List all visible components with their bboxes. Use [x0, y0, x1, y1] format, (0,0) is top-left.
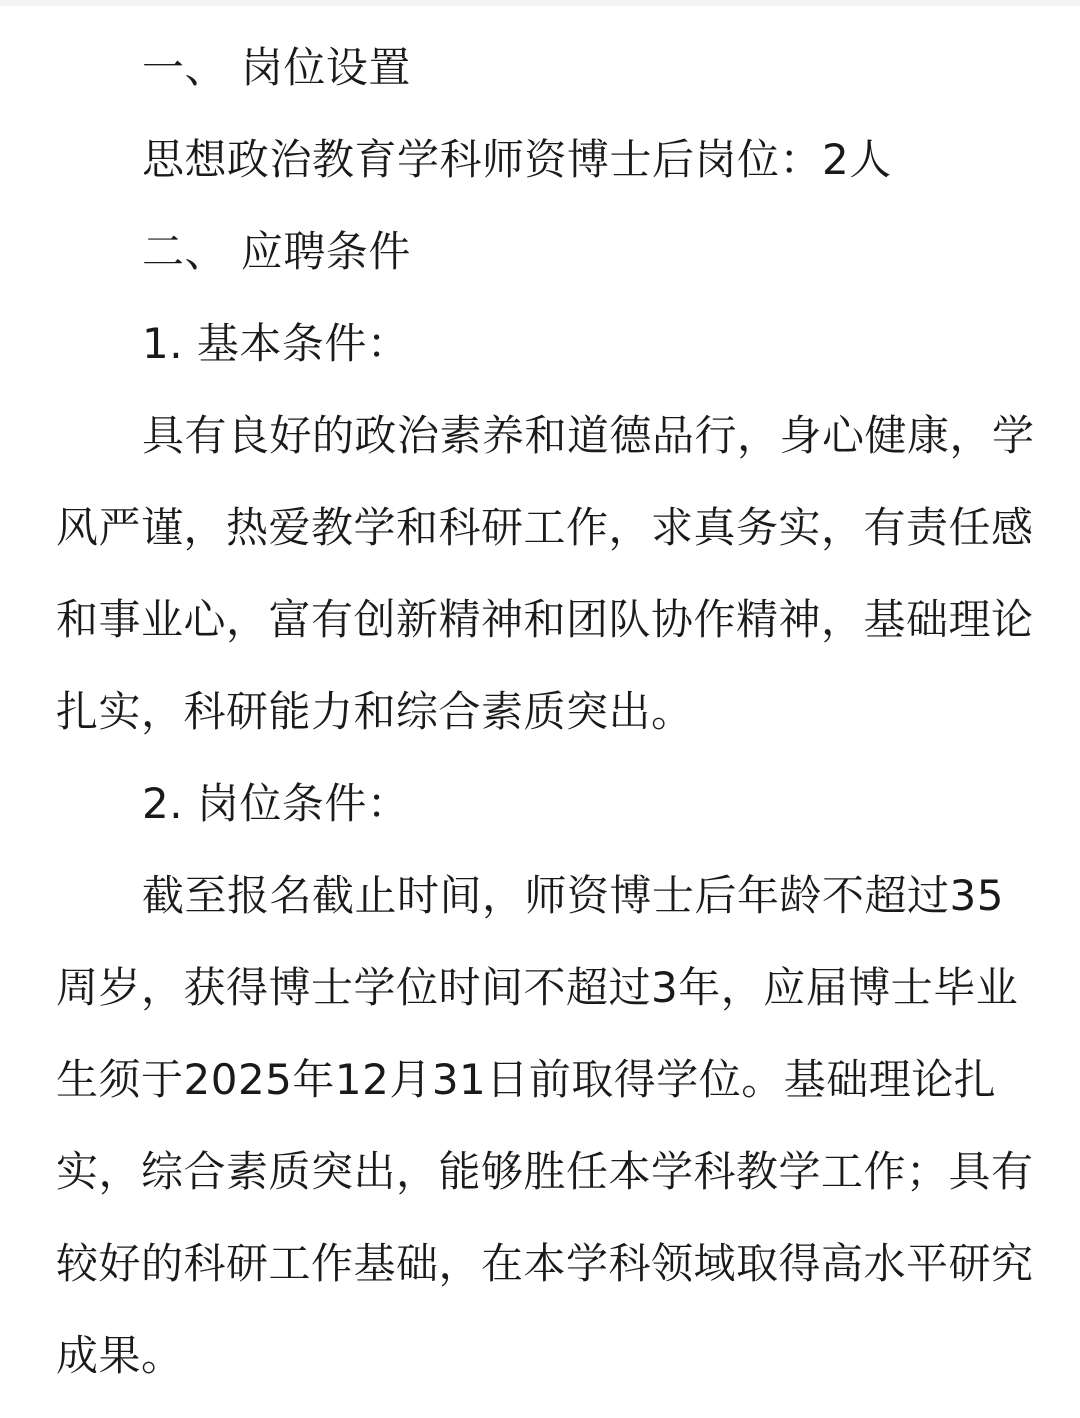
section-heading-requirements: 二、 应聘条件 [142, 227, 411, 276]
top-divider [0, 0, 1080, 6]
basic-conditions-text: 具有良好的政治素养和道德品行，身心健康，学风严谨，热爱教学和科研工作，求真务实，有责任感和事业心，富有创新精神和团队协作精神，基础理论扎实，科研能力和综合素质突出。 [56, 411, 1035, 736]
section-heading-positions: 一、 岗位设置 [142, 43, 411, 92]
article-body [56, 22, 1046, 1402]
positions-text: 思想政治教育学科师资博士后岗位：2人 [142, 135, 892, 184]
position-conditions-text: 截至报名截止时间，师资博士后年龄不超过35周岁，获得博士学位时间不超过3年，应届博士毕业生须于2025年12月31日前取得学位。基础理论扎实，综合素质突出，能够胜任本学科教学工作；具有较好的科研工作基础，在本学科领域取得高水平研究成果。 [56, 871, 1034, 1380]
position-conditions-heading: 2. 岗位条件： [142, 779, 410, 828]
basic-conditions-heading: 1. 基本条件： [142, 319, 410, 368]
